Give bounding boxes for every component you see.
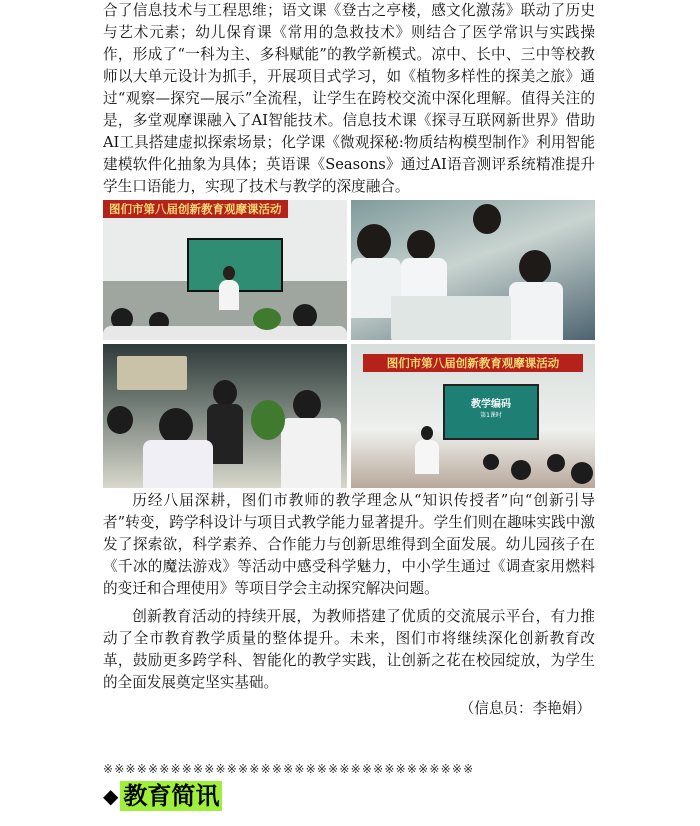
student-head — [293, 304, 317, 328]
teacher-body — [219, 280, 239, 310]
teacher-body — [415, 440, 439, 474]
student-body — [143, 440, 213, 488]
student-body — [281, 418, 341, 488]
student-head — [547, 454, 565, 472]
event-banner: 图们市第八届创新教育观摩课活动 — [103, 200, 288, 218]
student-head — [107, 406, 133, 434]
student-head — [159, 408, 193, 444]
student-head — [293, 390, 321, 420]
screen-title: 教学编码 — [471, 399, 511, 410]
photo-classroom-teacher — [103, 200, 347, 340]
plant — [251, 400, 285, 440]
event-banner: 图们市第八届创新教育观摩课活动 — [363, 354, 583, 372]
teacher-head — [421, 426, 433, 440]
child-body — [509, 282, 563, 340]
separator-line: ※※※※※※※※※※※※※※※※※※※※※※※※※※※※※※※※※ — [103, 762, 475, 776]
plant — [253, 308, 281, 330]
lab-table — [391, 296, 511, 340]
paragraph-3: 创新教育活动的持续开展，为教师搭建了优质的交流展示平台，有力推动了全市教育教学质量的整体提升。未来，图们市将继续深化创新教育改革，鼓励更多跨学科、智能化的教学实践，让创新之花在校园绽放，为学生的全面发展奠定坚实基础。 — [103, 608, 595, 691]
paragraph-top: 合了信息技术与工程思维；语文课《登古之亭楼，感文化激荡》联动了历史与艺术元素；幼儿保育课《常用的急救技术》则结合了医学常识与实践操作，形成了“一科为主、多科赋能”的教学新模式。凉中、长中、三中等校教师以大单元设计为抓手，开展项目式学习，如《植物多样性的探美之旅》通过“观察—探究—展示”全流程，让学生在跨校交流中深化理解。值得关注的是，多堂观摩课融入了AI智能技术。信息技术课《探寻互联网新世界》借助AI工具搭建虚拟探索场景；化学课《微观探秘:物质结构模型制作》利用智能建模软件化抽象为具体；英语课《Seasons》通过AI语音测评系统精准提升学生口语能力，实现了技术与教学的深度融合。 — [103, 2, 595, 195]
child-head — [357, 224, 391, 260]
diamond-icon: ◆ — [103, 784, 119, 808]
teacher-figure — [223, 266, 235, 280]
photo-group-work — [103, 344, 347, 488]
student-head — [571, 462, 593, 484]
presentation-screen — [443, 384, 539, 440]
photo-children-experiment — [351, 200, 595, 340]
section-title: 教育简讯 — [120, 781, 222, 811]
section-heading — [103, 781, 222, 811]
student-head — [483, 454, 499, 470]
photo-teacher-presentation — [351, 344, 595, 488]
child-head — [519, 250, 551, 284]
screen-subtitle: 第1课时 — [480, 412, 502, 419]
teacher-head — [213, 380, 237, 406]
student-row — [103, 326, 347, 340]
student-head — [511, 460, 531, 480]
child-head — [407, 230, 435, 260]
paragraph-2: 历经八届深耕，图们市教师的教学理念从“知识传授者”向“创新引导者”转变，跨学科设计与项目式教学能力显著提升。学生们则在趣味实践中激发了探索欲，科学素养、合作能力与创新思维得到全面发展。幼儿园孩子在《千冰的魔法游戏》等活动中感受科学魅力，中小学生通过《调查家用燃料的变迁和合理使用》等项目学会主动探究解决问题。 — [103, 492, 595, 597]
child-head — [473, 204, 501, 234]
article-body — [103, 0, 595, 720]
author-credit: （信息员：李艳娟） — [459, 700, 591, 717]
wall-poster — [117, 356, 187, 390]
photo-grid — [103, 200, 595, 488]
